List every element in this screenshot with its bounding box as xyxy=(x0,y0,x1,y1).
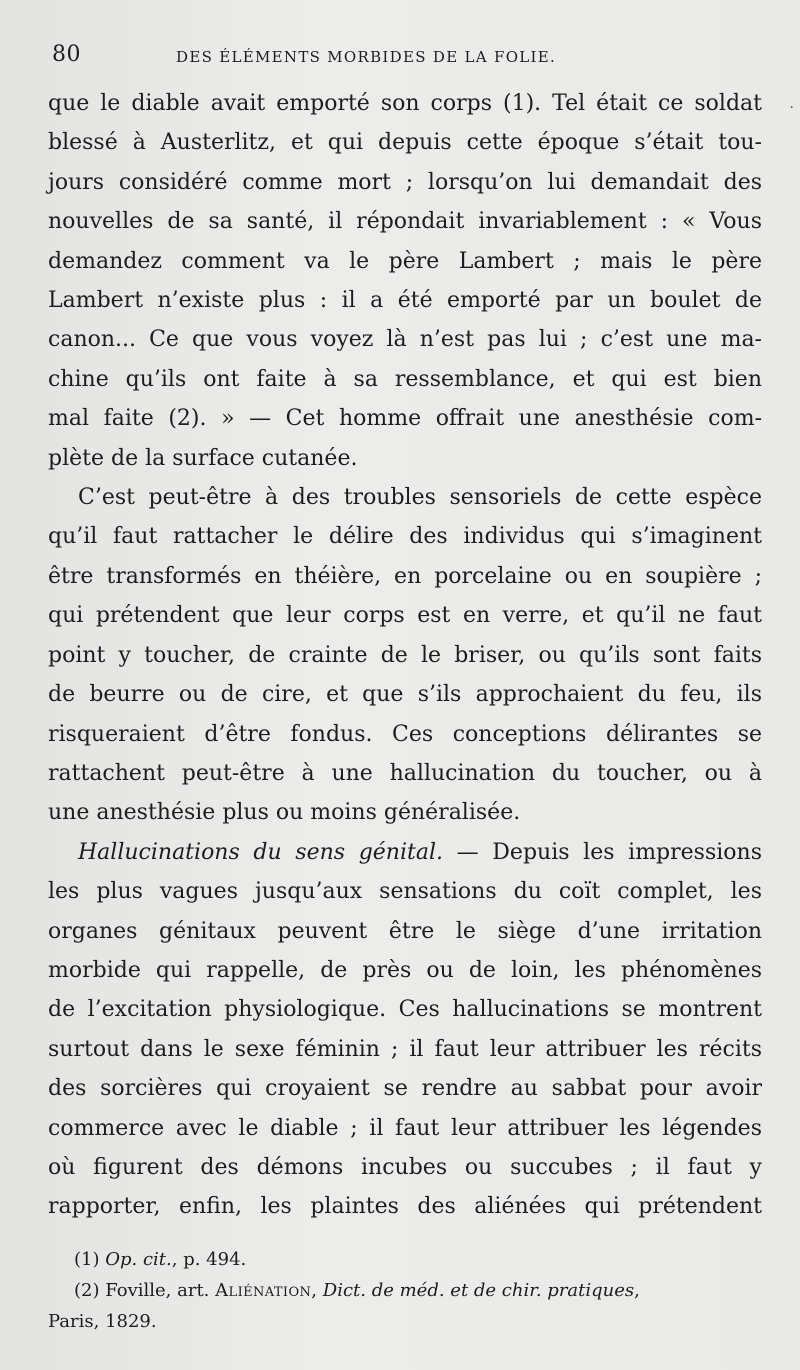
footnote-text: , p. 494. xyxy=(171,1249,247,1270)
footnote-2-continuation xyxy=(48,1306,762,1337)
footnote-text: Paris, 1829. xyxy=(48,1311,157,1332)
text-line: Lambert n’existe plus : il a été emporté par un boulet de xyxy=(48,288,762,314)
text-line: qui prétendent que leur corps est en verre, et qu’il ne faut xyxy=(48,603,762,629)
text-line: être transformés en théière, en porcelaine ou en soupière ; xyxy=(48,563,762,589)
heading-continuation: — Depuis les impressions xyxy=(443,839,762,865)
text-line: demandez comment va le père Lambert ; mais le père xyxy=(48,248,762,274)
footnote-1 xyxy=(48,1244,762,1275)
text-line: les plus vagues jusqu’aux sensations du coït complet, les xyxy=(48,879,762,905)
text-line: rattachent peut-être à une hallucination du toucher, ou à xyxy=(48,760,762,786)
text-line xyxy=(48,833,762,872)
body-text xyxy=(48,84,762,1227)
text-line: de l’excitation physiologique. Ces hallucinations se montrent xyxy=(48,997,762,1023)
text-line: rapporter, enfin, les plaintes des aliénées qui prétendent xyxy=(48,1194,762,1220)
text-line: commerce avec le diable ; il faut leur attribuer les légendes xyxy=(48,1115,762,1141)
footnote-marker: (1) xyxy=(74,1249,100,1270)
paragraph-2 xyxy=(48,478,762,833)
text-line: canon... Ce que vous voyez là n’est pas lui ; c’est une ma- xyxy=(48,327,762,353)
page-header xyxy=(52,40,762,80)
footnote-text: , xyxy=(634,1280,640,1301)
page-number: 80 xyxy=(52,42,81,67)
text-line: chine qu’ils ont faite à sa ressemblance, et qui est bien xyxy=(48,366,762,392)
text-line: nouvelles de sa santé, il répondait invariablement : « Vous xyxy=(48,209,762,235)
text-line: mal faite (2). » — Cet homme offrait une anesthésie com- xyxy=(48,406,762,432)
text-line: point y toucher, de crainte de le briser, ou qu’ils sont faits xyxy=(48,642,762,668)
text-line: plète de la surface cutanée. xyxy=(48,445,358,471)
running-title: DES ÉLÉMENTS MORBIDES DE LA FOLIE. xyxy=(176,48,557,66)
footnote-citation: Dict. de méd. et de chir. pratiques xyxy=(322,1280,635,1301)
text-line: qu’il faut rattacher le délire des individus qui s’imaginent xyxy=(48,524,762,550)
text-line: morbide qui rappelle, de près ou de loin, les phénomènes xyxy=(48,957,762,983)
text-line: jours considéré comme mort ; lorsqu’on lui demandait des xyxy=(48,169,762,195)
footnotes xyxy=(48,1244,762,1337)
text-line: C’est peut-être à des troubles sensoriels de cette espèce xyxy=(78,485,762,511)
text-line: risqueraient d’être fondus. Ces conceptions délirantes se xyxy=(48,721,762,747)
text-line: une anesthésie plus ou moins généralisée. xyxy=(48,800,521,826)
text-line: de beurre ou de cire, et que s’ils approchaient du feu, ils xyxy=(48,682,762,708)
margin-mark: · xyxy=(789,100,794,116)
footnote-citation: Op. cit. xyxy=(105,1249,172,1270)
footnote-article-title: Aliénation xyxy=(215,1280,312,1301)
text-line: où figurent des démons incubes ou succubes ; il faut y xyxy=(48,1154,762,1180)
paragraph-1 xyxy=(48,84,762,478)
footnote-text: Foville, art. xyxy=(105,1280,210,1301)
text-line: des sorcières qui croyaient se rendre au sabbat pour avoir xyxy=(48,1076,762,1102)
text-line: que le diable avait emporté son corps (1). Tel était ce soldat xyxy=(48,91,762,116)
footnote-text: , xyxy=(311,1280,318,1301)
text-line: organes génitaux peuvent être le siège d’une irritation xyxy=(48,918,762,944)
text-line: surtout dans le sexe féminin ; il faut leur attribuer les récits xyxy=(48,1036,762,1062)
paragraph-3 xyxy=(48,833,762,1227)
footnote-marker: (2) xyxy=(74,1280,100,1301)
text-line: blessé à Austerlitz, et qui depuis cette époque s’était tou- xyxy=(48,130,762,156)
footnote-2 xyxy=(48,1275,762,1306)
section-heading: Hallucinations du sens génital. xyxy=(78,839,444,865)
